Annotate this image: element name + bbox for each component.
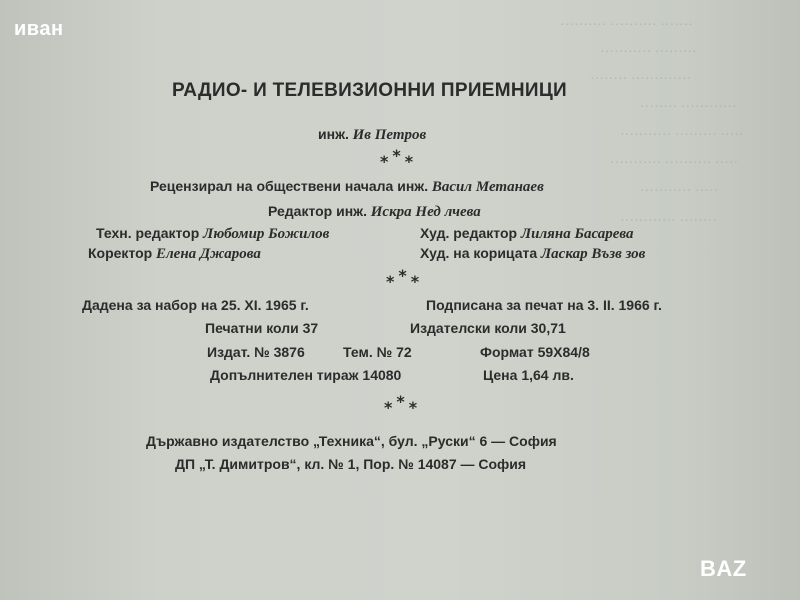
print-run: Допълнителен тираж 14080 [210,367,402,383]
author-prefix: инж. [318,126,349,142]
proofreader-prefix: Коректор [88,245,153,261]
author-line [318,126,426,144]
separator-star: * [408,398,418,417]
print-date: Подписана за печат на 3. II. 1966 г. [426,297,662,313]
proofreader-line [88,245,261,263]
edition-number: Издат. № 3876 [207,344,305,360]
cover-artist-name: Ласкар Възв зов [540,246,646,262]
separator-stars [384,392,418,417]
separator-star: * [384,398,393,417]
show-through-text: ············ ········ [620,214,717,229]
art-editor-name: Лиляна Басарева [520,226,634,242]
publisher-sheets: Издателски коли 30,71 [410,320,566,336]
separator-star: * [410,272,420,291]
uploader-watermark: иван [14,18,64,40]
show-through-text: ··········· ········· [600,45,697,60]
theme-number: Тем. № 72 [343,344,412,360]
printer-line: ДП „Т. Димитров“, кл. № 1, Пор. № 14087 — София [175,456,527,472]
reviewer-line [150,178,544,196]
book-title: РАДИО- И ТЕЛЕВИЗИОННИ ПРИЕМНИЦИ [172,80,568,101]
tech-editor-prefix: Техн. редактор [96,225,200,241]
proofreader-name: Елена Джарова [155,246,261,262]
cover-artist-line [420,245,645,263]
reviewer-name: Васил Метанаев [431,179,544,195]
print-sheets: Печатни коли 37 [205,320,319,336]
separator-stars [380,146,414,171]
art-editor-prefix: Худ. редактор [420,225,518,241]
art-editor-line [420,225,634,243]
show-through-text: ·········· ·········· ······· [560,18,693,33]
price: Цена 1,64 лв. [483,367,574,383]
separator-star: * [404,152,414,171]
show-through-text: ········ ············ [640,100,737,115]
typeset-date: Дадена за набор на 25. XI. 1965 г. [82,297,309,313]
tech-editor-line [96,225,329,243]
separator-star: * [380,152,389,171]
author-name: Ив Петров [352,127,427,143]
publisher-line: Държавно издателство „Техника“, бул. „Руски“ 6 — София [146,433,557,449]
editor-prefix: Редактор инж. [268,203,367,219]
separator-star: * [386,272,395,291]
show-through-text: ··········· ········· ····· [620,128,744,143]
reviewer-prefix: Рецензирал на обществени начала инж. [150,178,429,194]
separator-star: * [398,266,407,285]
show-through-text: ··········· ·········· ····· [610,156,739,171]
editor-name: Искра Нед лчева [370,204,481,220]
site-logo: BAZ [700,556,747,581]
separator-star: * [396,392,405,411]
show-through-text: ········ ············· [590,72,692,87]
separator-star: * [392,146,401,165]
format: Формат 59Х84/8 [480,344,590,360]
separator-stars [386,266,420,291]
tech-editor-name: Любомир Божилов [203,226,330,242]
editor-line [268,203,481,221]
cover-artist-prefix: Худ. на корицата [420,245,538,261]
show-through-text: ··········· ····· [640,184,719,199]
